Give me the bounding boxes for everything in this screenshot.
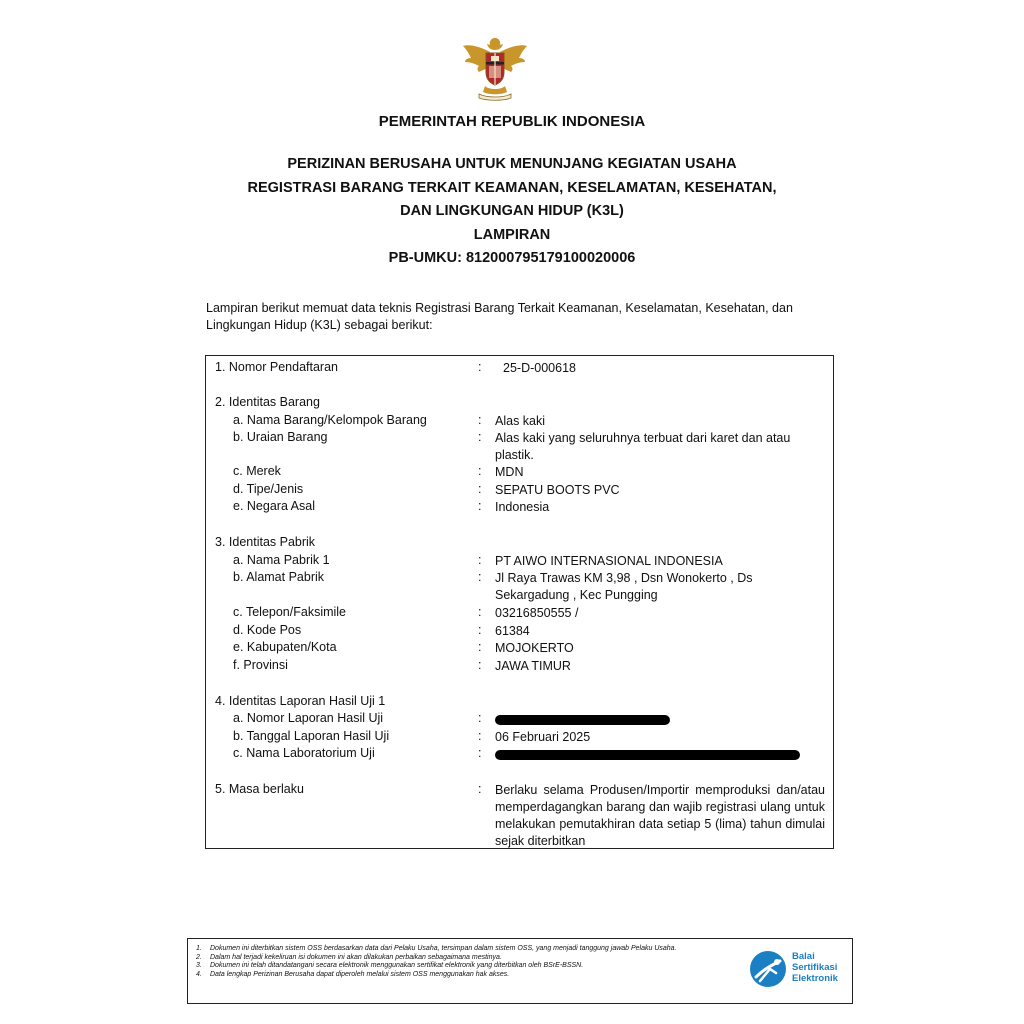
field-value: 25-D-000618 [503, 361, 576, 375]
field-label: c. Nama Laboratorium Uji [233, 746, 375, 760]
field-colon: : [478, 782, 482, 796]
field-value: MOJOKERTO [495, 641, 574, 655]
field-label: f. Provinsi [233, 658, 288, 672]
field-label: b. Uraian Barang [233, 430, 328, 444]
field-value: PT AIWO INTERNASIONAL INDONESIA [495, 554, 723, 568]
field-value: 06 Februari 2025 [495, 730, 591, 744]
title-line: PERIZINAN BERUSAHA UNTUK MENUNJANG KEGIATAN USAHA [287, 156, 737, 172]
field-label: b. Alamat Pabrik [233, 570, 325, 584]
field-label: a. Nama Barang/Kelompok Barang [233, 413, 427, 427]
intro-paragraph: Lampiran berikut memuat data teknis Registrasi Barang Terkait Keamanan, Keselamatan, Kesehatan, dan Lingkungan Hidup (K3L) sebagai berikut: [206, 301, 793, 332]
field-colon: : [478, 640, 482, 654]
field-value [495, 711, 825, 728]
bsre-logo-text [792, 951, 838, 984]
field-colon: : [478, 711, 482, 725]
field-colon: : [478, 605, 482, 619]
title-line: DAN LINGKUNGAN HIDUP (K3L) [400, 203, 624, 219]
field-label: b. Tanggal Laporan Hasil Uji [233, 729, 390, 743]
section-title: 3. Identitas Pabrik [215, 535, 316, 549]
note-text: Data lengkap Perizinan Berusaha dapat diperoleh melalui sistem OSS menggunakan hak akses. [210, 970, 510, 978]
field-value: JAWA TIMUR [495, 659, 571, 673]
footer-notes-box [187, 938, 853, 1004]
technical-data-table [205, 355, 834, 849]
field-value [495, 746, 825, 763]
field-colon: : [478, 729, 482, 743]
field-value: SEPATU BOOTS PVC [495, 483, 620, 497]
footer-note [196, 971, 736, 980]
field-value: MDN [495, 465, 524, 479]
note-text: Dokumen ini diterbitkan sistem OSS berdasarkan data dari Pelaku Usaha, tersimpan dalam sistem OSS, yang menjadi tanggung jawab Pelaku Usaha. [210, 945, 677, 952]
document-title [0, 153, 1024, 271]
redaction-bar [495, 750, 800, 760]
field-colon: : [478, 413, 482, 427]
bsre-text-line: Elektronik [792, 973, 838, 984]
field-label: 1. Nomor Pendaftaran [215, 360, 338, 374]
note-number: 4. [196, 970, 202, 978]
field-label: e. Negara Asal [233, 499, 315, 513]
field-value: 03216850555 / [495, 606, 579, 620]
field-colon: : [478, 360, 482, 374]
redaction-bar [495, 715, 670, 725]
field-colon: : [478, 570, 482, 584]
note-number: 3. [196, 962, 202, 969]
field-label: 5. Masa berlaku [215, 782, 304, 796]
government-heading: PEMERINTAH REPUBLIK INDONESIA [378, 113, 646, 130]
field-value: Alas kaki [495, 414, 546, 428]
field-colon: : [478, 430, 482, 444]
field-colon: : [478, 499, 482, 513]
note-text: Dalam hal terjadi kekeliruan isi dokumen ini akan dilakukan perbaikan sebagaimana mestinya. [210, 953, 502, 961]
field-label: a. Nama Pabrik 1 [233, 553, 330, 567]
field-value: Jl Raya Trawas KM 3,98 , Dsn Wonokerto , Ds Sekargadung , Kec Pungging [495, 571, 753, 602]
field-label: a. Nomor Laporan Hasil Uji [233, 711, 384, 725]
bsre-text-line: Balai [792, 951, 815, 962]
field-label: d. Tipe/Jenis [233, 482, 304, 496]
field-label: c. Merek [233, 464, 281, 478]
section-title: 4. Identitas Laporan Hasil Uji 1 [215, 694, 386, 708]
footer-note [196, 962, 736, 971]
bsre-text-line: Sertifikasi [792, 962, 838, 973]
bsre-logo [748, 949, 852, 993]
field-colon: : [478, 658, 482, 672]
field-label: d. Kode Pos [233, 623, 302, 637]
field-colon: : [478, 464, 482, 478]
field-label: e. Kabupaten/Kota [233, 640, 337, 654]
note-text: Dokumen ini telah ditandatangani secara elektronik menggunakan sertifikat elektronik yang diterbitkan oleh BSrE-BSSN. [210, 962, 584, 969]
field-value: 61384 [495, 624, 530, 638]
field-colon: : [478, 623, 482, 637]
title-line: LAMPIRAN [473, 226, 551, 243]
field-label: c. Telepon/Faksimile [233, 605, 347, 619]
field-value: Indonesia [495, 500, 550, 514]
note-number: 1. [196, 945, 202, 952]
field-value: Berlaku selama Produsen/Importir memproduksi dan/atau memperdagangkan barang dan wajib registrasi ulang untuk melakukan pemutakhiran data setiap 5 (lima) tahun dimulai sejak diterbitkan [495, 783, 825, 848]
title-line-pb-umku: PB-UMKU: 812000795179100020006 [388, 250, 636, 266]
field-colon: : [478, 482, 482, 496]
field-value: Alas kaki yang seluruhnya terbuat dari karet dan atau plastik. [495, 431, 791, 462]
footer-note [196, 945, 736, 954]
note-number: 2. [196, 953, 202, 961]
section-title: 2. Identitas Barang [215, 395, 320, 409]
title-line: REGISTRASI BARANG TERKAIT KEAMANAN, KESELAMATAN, KESEHATAN, [247, 179, 777, 196]
field-colon: : [478, 553, 482, 567]
bsre-emblem-icon [748, 949, 788, 989]
footer-notes [196, 945, 736, 979]
footer-note [196, 954, 736, 963]
garuda-pancasila-emblem-icon [459, 32, 531, 104]
field-colon: : [478, 746, 482, 760]
